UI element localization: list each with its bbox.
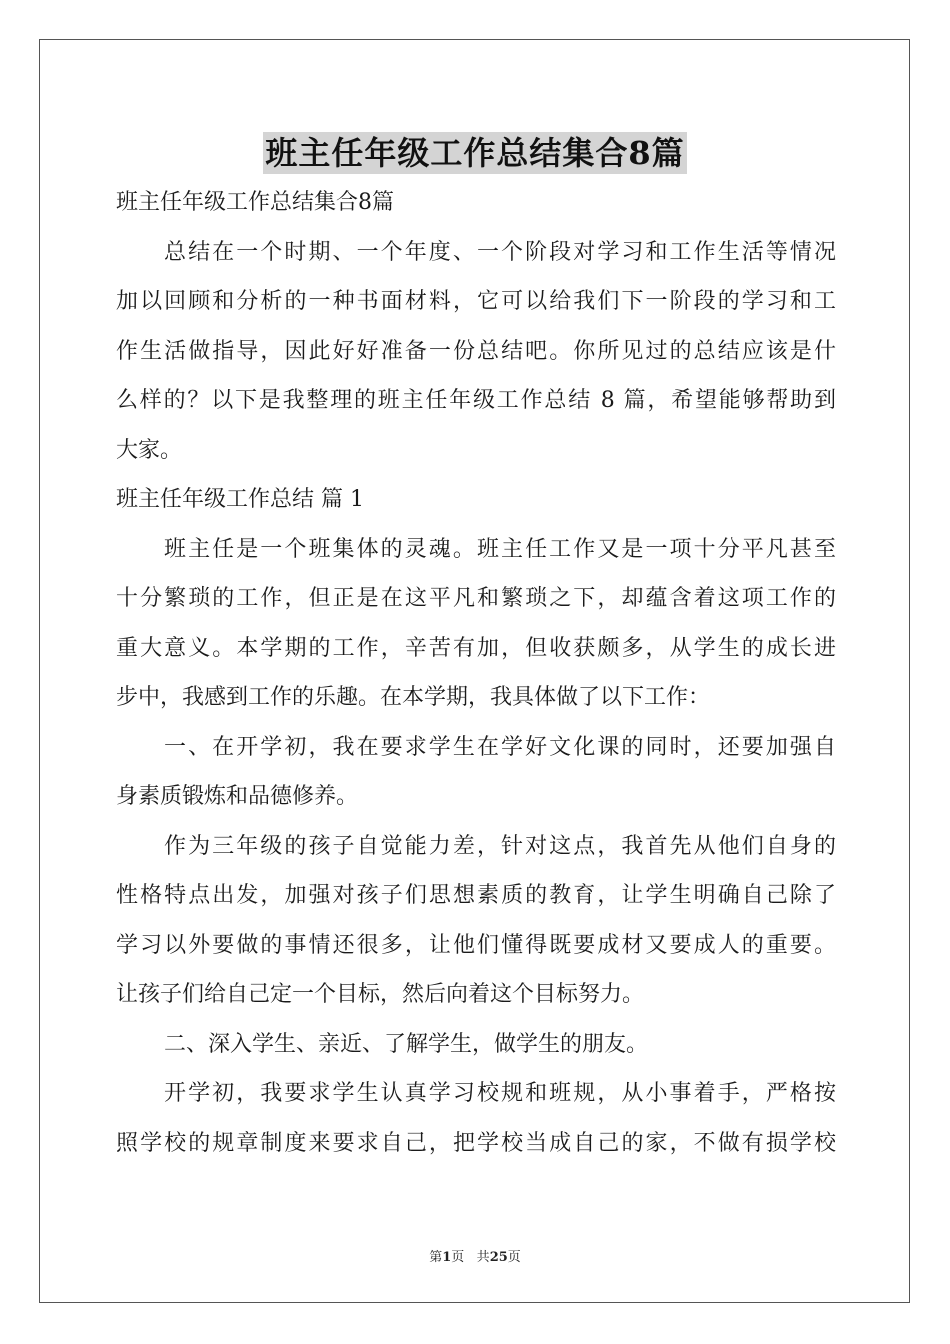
paragraph-line: 二、深入学生、亲近、了解学生，做学生的朋友。	[164, 1031, 649, 1057]
paragraph-line: 十分繁琐的工作，但正是在这平凡和繁琐之下，却蕴含着这项工作的	[116, 586, 836, 611]
paragraph-line: 作为三年级的孩子自觉能力差，针对这点，我首先从他们自身的	[164, 833, 836, 859]
paragraph-line: 大家。	[116, 437, 183, 463]
title-text: 班主任年级工作总结集合8篇	[265, 134, 685, 172]
paragraph-line: 开学初，我要求学生认真学习校规和班规，从小事着手，严格按	[164, 1081, 836, 1106]
paragraph-line: 作生活做指导，因此好好准备一份总结吧。你所见过的总结应该是什	[116, 338, 836, 364]
section-heading: 班主任年级工作总结 篇 1	[116, 487, 364, 512]
total-pages: 25	[489, 1250, 508, 1265]
total-prefix: 共	[476, 1250, 490, 1265]
paragraph-line: 学习以外要做的事情还很多，让他们懂得既要成材又要成人的重要。	[116, 932, 836, 958]
page-suffix: 页	[451, 1250, 465, 1265]
total-suffix: 页	[507, 1250, 521, 1265]
page-prefix: 第	[429, 1250, 443, 1265]
paragraph-line: 总结在一个时期、一个年度、一个阶段对学习和工作生活等情况	[164, 239, 836, 265]
paragraph-line: 班主任是一个班集体的灵魂。班主任工作又是一项十分平凡甚至	[164, 536, 836, 562]
paragraph-line: 身素质锻炼和品德修养。	[116, 784, 359, 809]
paragraph-line: 让孩子们给自己定一个目标，然后向着这个目标努力。	[116, 982, 645, 1007]
page-number: 1	[442, 1250, 452, 1265]
paragraph-line: 一、在开学初，我在要求学生在学好文化课的同时，还要加强自	[164, 734, 836, 760]
paragraph-line: 照学校的规章制度来要求自己，把学校当成自己的家，不做有损学校	[116, 1130, 836, 1156]
paragraph-line: 么样的？以下是我整理的班主任年级工作总结 8 篇，希望能够帮助到	[116, 388, 836, 413]
subtitle: 班主任年级工作总结集合8篇	[116, 190, 394, 215]
document-title	[0, 128, 950, 174]
paragraph-line: 重大意义。本学期的工作，辛苦有加，但收获颇多，从学生的成长进	[116, 635, 836, 661]
paragraph-line: 加以回顾和分析的一种书面材料，它可以给我们下一阶段的学习和工	[116, 289, 836, 314]
paragraph-line: 性格特点出发，加强对孩子们思想素质的教育，让学生明确自己除了	[116, 883, 836, 908]
page-footer	[0, 1246, 950, 1265]
document-body	[116, 178, 836, 1168]
paragraph-line: 步中，我感到工作的乐趣。在本学期，我具体做了以下工作：	[116, 685, 711, 710]
